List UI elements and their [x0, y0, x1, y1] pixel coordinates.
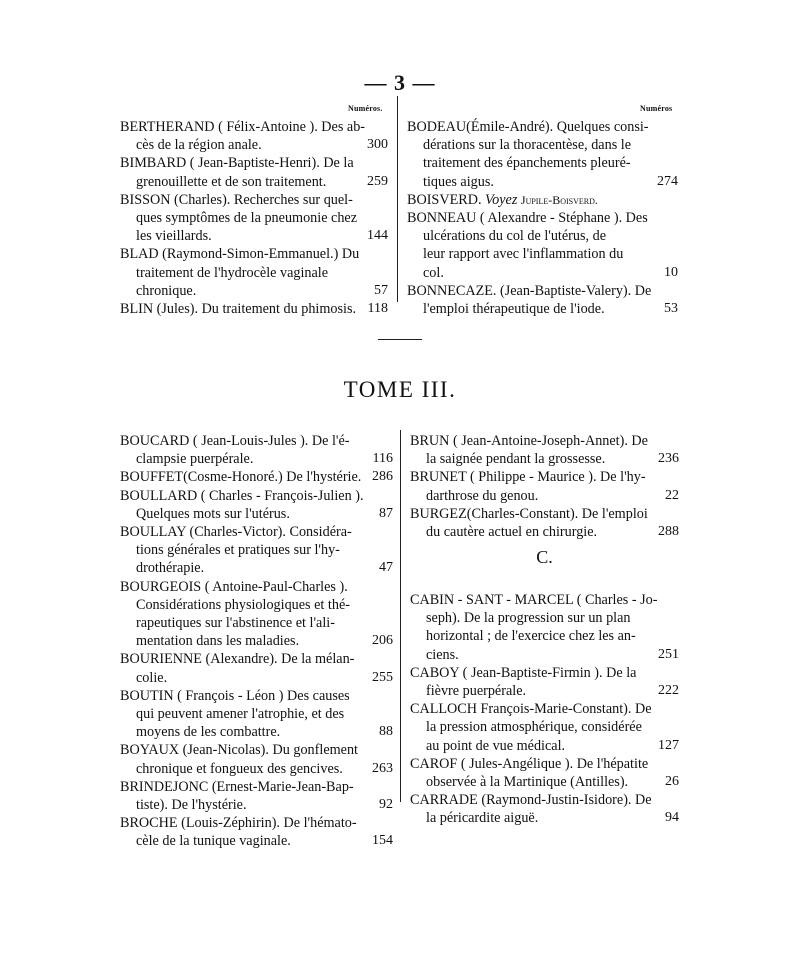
entry-line: dérations sur la thoracentèse, dans le	[423, 137, 632, 154]
entry-line: CABIN - SANT - MARCEL ( Charles - Jo-	[410, 592, 658, 608]
entry-line: BOURIENNE (Alexandre). De la mélan-	[120, 651, 355, 668]
entry-line: au point de vue médical.	[426, 737, 566, 754]
index-entry	[120, 778, 393, 814]
entry-name: BOISVERD.	[407, 191, 486, 208]
index-entry	[410, 591, 679, 664]
entry-number: 251	[658, 646, 679, 662]
entry-line: l'emploi thérapeutique de l'iode.	[423, 301, 605, 318]
entry-line: du cautère actuel en chirurgie.	[426, 524, 598, 541]
entry-line: BISSON (Charles). Recherches sur quel-	[120, 191, 353, 208]
index-entry	[410, 700, 679, 755]
entry-line: BROCHE (Louis-Zéphirin). De l'hémato-	[120, 815, 357, 832]
entry-line: BRINDEJONC (Ernest-Marie-Jean-Bap-	[120, 778, 354, 795]
entry-number: 259	[367, 173, 388, 189]
entry-number: 288	[658, 524, 679, 540]
index-entry	[407, 191, 678, 209]
entry-line: BLIN (Jules). Du traitement du phimosis.	[120, 301, 357, 318]
entry-number: 22	[665, 487, 679, 503]
entry-line: seph). De la progression sur un plan	[426, 610, 631, 627]
cross-reference: Jupile-Boisverd.	[520, 192, 598, 207]
index-entry	[410, 432, 679, 468]
index-entry	[407, 282, 678, 318]
entry-line: CAROF ( Jules-Angélique ). De l'hépatite	[410, 755, 649, 772]
entry-line: darthrose du genou.	[426, 487, 539, 504]
index-entry	[120, 741, 393, 777]
column-divider-bottom	[400, 430, 401, 802]
entry-line: BOULLAY (Charles-Victor). Considéra-	[120, 524, 352, 541]
entry-line: BONNECAZE. (Jean-Baptiste-Valery). De	[407, 282, 652, 299]
entry-number: 10	[664, 264, 678, 280]
entry-line: BLAD (Raymond-Simon-Emmanuel.) Du	[120, 246, 360, 263]
entry-number: 236	[658, 451, 679, 467]
entry-line: BOUTIN ( François - Léon ) Des causes	[120, 687, 350, 704]
entry-line: la saignée pendant la grossesse.	[426, 451, 606, 468]
entry-number: 116	[372, 451, 393, 467]
index-entry	[120, 814, 393, 850]
entry-line: tiste). De l'hystérie.	[136, 797, 247, 814]
entry-line: CABOY ( Jean-Baptiste-Firmin ). De la	[410, 664, 637, 681]
index-entry	[120, 154, 388, 190]
entry-line: rapeutiques sur l'abstinence et l'ali-	[136, 615, 335, 632]
top-left-column	[120, 118, 388, 318]
entry-number: 57	[374, 282, 388, 298]
entry-line: clampsie puerpérale.	[136, 451, 254, 468]
entry-line: BOYAUX (Jean-Nicolas). Du gonflement	[120, 742, 358, 759]
page-number: — 3 —	[364, 70, 436, 95]
entry-line: la péricardite aiguë.	[426, 810, 539, 827]
index-entry	[410, 505, 679, 541]
index-entry	[120, 687, 393, 742]
entry-number: 222	[658, 683, 679, 699]
entry-line: BURGEZ(Charles-Constant). De l'emploi	[410, 505, 648, 522]
entry-number: 127	[658, 737, 679, 753]
index-entry	[407, 209, 678, 282]
entry-line: traitement de l'hydrocèle vaginale	[136, 264, 329, 281]
entry-line: la pression atmosphérique, considérée	[426, 719, 642, 736]
section-letter-c: C.	[536, 547, 553, 567]
entry-line: Quelques mots sur l'utérus.	[136, 505, 290, 522]
numeros-label-right: Numéros	[640, 104, 673, 113]
entry-line: colie.	[136, 669, 168, 686]
entry-number: 26	[665, 774, 679, 790]
entry-line: col.	[423, 264, 444, 281]
entry-number: 92	[379, 797, 393, 813]
index-entry	[120, 487, 393, 523]
top-right-column	[407, 118, 678, 318]
entry-number: 94	[665, 810, 679, 826]
index-entry	[120, 118, 388, 154]
entry-number: 53	[664, 301, 678, 317]
entry-number: 88	[379, 724, 393, 740]
entry-line: mentation dans les maladies.	[136, 633, 300, 650]
entry-line: les vieillards.	[136, 228, 212, 245]
column-divider-top	[397, 96, 398, 302]
separator-rule	[378, 339, 422, 340]
entry-line: ulcérations du col de l'utérus, de	[423, 228, 606, 245]
entry-line: grenouillette et de son traitement.	[136, 173, 327, 190]
entry-line: cèle de la tunique vaginale.	[136, 833, 291, 850]
entry-number: 255	[372, 669, 393, 685]
entry-line: horizontal ; de l'exercice chez les an-	[426, 628, 636, 645]
entry-line: BIMBARD ( Jean-Baptiste-Henri). De la	[120, 155, 354, 172]
entry-line: traitement des épanchements pleuré-	[423, 155, 631, 172]
index-entry	[410, 468, 679, 504]
entry-line: BRUN ( Jean-Antoine-Joseph-Annet). De	[410, 433, 648, 449]
index-entry	[120, 650, 393, 686]
entry-number: 206	[372, 633, 393, 649]
entry-line: ciens.	[426, 646, 459, 663]
entry-line: tions générales et pratiques sur l'hy-	[136, 542, 340, 559]
entry-line: CARRADE (Raymond-Justin-Isidore). De	[410, 792, 652, 809]
entry-number: 300	[367, 137, 388, 153]
entry-line: tiques aigus.	[423, 173, 494, 190]
entry-number: 274	[657, 173, 678, 189]
voyez-label: Voyez	[485, 191, 521, 208]
entry-line: ques symptômes de la pneumonie chez	[136, 210, 358, 227]
index-entry	[410, 664, 679, 700]
index-entry	[120, 432, 393, 468]
entry-number: 144	[367, 228, 388, 244]
entry-line: CALLOCH François-Marie-Constant). De	[410, 701, 652, 718]
index-entry	[120, 245, 388, 300]
numeros-label-left: Numéros.	[348, 104, 383, 113]
entry-line: leur rapport avec l'inflammation du	[423, 246, 624, 263]
index-entry	[120, 191, 388, 246]
entry-line: BONNEAU ( Alexandre - Stéphane ). Des	[407, 210, 648, 227]
entry-line: Considérations physiologiques et thé-	[136, 596, 350, 613]
entry-number: 263	[372, 760, 393, 776]
entry-line: BOUCARD ( Jean-Louis-Jules ). De l'é-	[120, 433, 350, 449]
entry-line: moyens de les combattre.	[136, 724, 281, 741]
entry-line: qui peuvent amener l'atrophie, et des	[136, 706, 345, 723]
index-entry	[410, 791, 679, 827]
entry-line: BRUNET ( Philippe - Maurice ). De l'hy-	[410, 469, 646, 486]
entry-number: 47	[379, 560, 393, 576]
entry-number: 286	[372, 469, 393, 485]
index-entry	[410, 755, 679, 791]
entry-line: BOULLARD ( Charles - François-Julien ).	[120, 487, 364, 504]
entry-line: cès de la région anale.	[136, 137, 262, 154]
entry-line: chronique.	[136, 282, 197, 299]
entry-number: 118	[367, 301, 388, 317]
bottom-right-column	[410, 432, 679, 541]
entry-line	[407, 191, 678, 209]
entry-line: BERTHERAND ( Félix-Antoine ). Des ab-	[120, 119, 366, 135]
index-entry	[120, 468, 393, 486]
index-entry	[120, 300, 388, 318]
entry-line: drothérapie.	[136, 560, 205, 577]
entry-line: BODEAU(Émile-André). Quelques consi-	[407, 119, 649, 135]
entry-number: 87	[379, 505, 393, 521]
tome-heading: TOME III.	[343, 377, 457, 402]
bottom-left-column	[120, 432, 393, 851]
entry-line: BOUFFET(Cosme-Honoré.) De l'hystérie.	[120, 469, 362, 486]
index-entry	[120, 523, 393, 578]
entry-line: chronique et fongueux des gencives.	[136, 760, 343, 777]
index-entry	[120, 578, 393, 651]
entry-line: fièvre puerpérale.	[426, 683, 527, 700]
bottom-right-c-column	[410, 591, 679, 828]
entry-number: 154	[372, 833, 393, 849]
index-entry	[407, 118, 678, 191]
entry-line: observée à la Martinique (Antilles).	[426, 774, 629, 791]
entry-line: BOURGEOIS ( Antoine-Paul-Charles ).	[120, 578, 348, 595]
